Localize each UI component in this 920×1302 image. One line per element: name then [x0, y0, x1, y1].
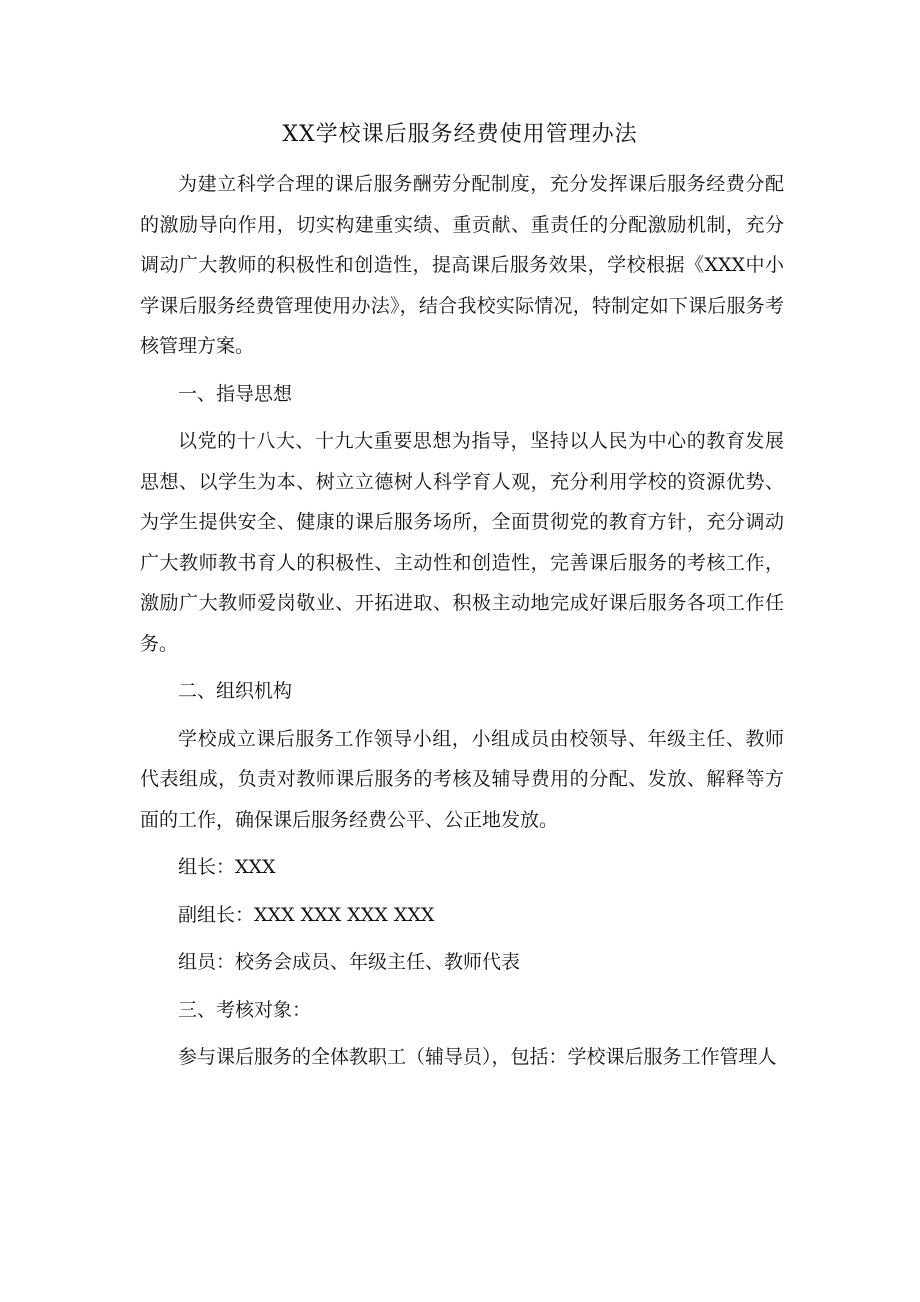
section-heading-assessment-targets: 三、考核对象：	[178, 998, 312, 1021]
assessment-targets-paragraph: 参与课后服务的全体教职工（辅导员），包括：学校课后服务工作管理人	[178, 1046, 777, 1068]
members-line: 组员：校务会成员、年级主任、教师代表	[178, 951, 521, 973]
guiding-ideology-paragraph: 以党的十八大、十九大重要思想为指导，坚持以人民为中心的教育发展思想、以学生为本、树立立德树人科学育人观，充分利用学校的资源优势、为学生提供安全、健康的课后服务场所，全面贯彻党的教育方针，充分调动广大教师教书育人的积极性、主动性和创造性，完善课后服务的考核工作，激励广大教师爱岗敬业、开拓进取、积极主动地完成好课后服务各项工作任务。	[140, 430, 784, 655]
intro-paragraph: 为建立科学合理的课后服务酬劳分配制度，充分发挥课后服务经费分配的激励导向作用，切实构建重实绩、重贡献、重责任的分配激励机制，充分调动广大教师的积极性和创造性，提高课后服务效果，学校根据《XXX中小学课后服务经费管理使用办法》，结合我校实际情况，特制定如下课后服务考核管理方案。	[140, 173, 784, 357]
deputy-leader-line: 副组长：XXX XXX XXX XXX	[178, 903, 435, 926]
group-leader-line: 组长：XXX	[178, 856, 276, 878]
section-heading-organization: 二、组织机构	[178, 680, 293, 702]
document-body	[140, 164, 784, 1085]
organization-paragraph: 学校成立课后服务工作领导小组，小组成员由校领导、年级主任、教师代表组成，负责对教师课后服务的考核及辅导费用的分配、发放、解释等方面的工作，确保课后服务经费公平、公正地发放。	[140, 727, 784, 831]
document-title: XX学校课后服务经费使用管理办法	[282, 122, 638, 147]
section-heading-guiding-ideology: 一、指导思想	[178, 382, 293, 405]
